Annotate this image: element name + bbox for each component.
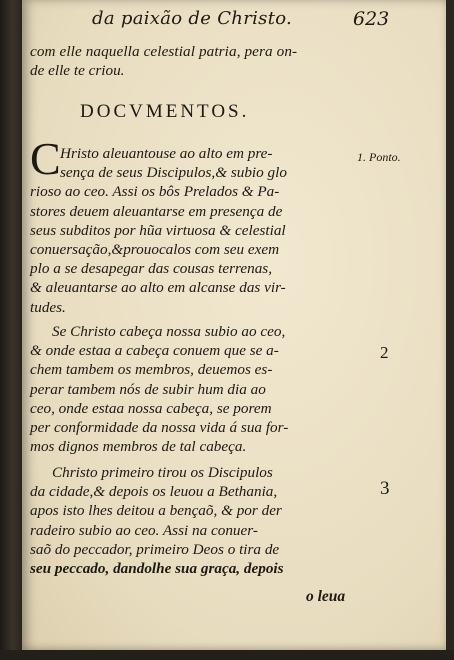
section-heading: DOCVMENTOS. <box>80 101 250 122</box>
text-line: de elle te criou. <box>30 62 125 80</box>
paragraph-2 <box>30 322 360 456</box>
text-line: ceo, onde estaa nossa cabeça, se porem <box>30 399 272 417</box>
text-line: seus subditos por hũa virtuosa & celestial <box>30 221 286 239</box>
text-line: da cidade,& depois os leuou a Bethania, <box>30 483 278 501</box>
text-line: sença de seus Discipulos,& subio glo <box>60 164 287 182</box>
text-line: com elle naquella celestial patria, pera on- <box>30 43 298 60</box>
text-line: tudes. <box>30 298 66 316</box>
paragraph-3 <box>30 463 360 578</box>
text-line: apos isto lhes deitou a bençaõ, & por der <box>30 502 282 520</box>
text-line: stores deuem aleuantarse em presença de <box>30 202 283 220</box>
text-line: mos dignos membros de tal cabeça. <box>30 438 247 456</box>
text-line: seu peccado, dandolhe sua graça, depois <box>30 560 284 578</box>
paragraph-1-body <box>30 182 360 316</box>
text-line: Hristo aleuantouse ao alto em pre- <box>60 145 273 162</box>
text-line: conuersação,&prouocalos com seu exem <box>30 241 280 258</box>
text-line: radeiro subio ao ceo. Assi na conuer- <box>30 521 258 539</box>
margin-note-point-1: 1. Ponto. <box>357 150 401 164</box>
text-line: per conformidade da nossa vida á sua for- <box>30 419 289 437</box>
margin-note-3: 3 <box>380 478 390 499</box>
page-bottom-shadow <box>0 650 454 660</box>
catchword: o leua <box>306 588 346 605</box>
text-line: perar tambem nós de subir hum dia ao <box>30 380 266 398</box>
text-line: saõ do peccador, primeiro Deos o tira de <box>30 540 280 558</box>
text-line: & onde estaa a cabeça conuem que se a- <box>30 342 279 360</box>
text-line: Christo primeiro tirou os Discipulos <box>52 464 273 481</box>
text-line: rioso ao ceo. Assi os bôs Prelados & Pa- <box>30 183 280 201</box>
paragraph-1-head <box>60 144 360 182</box>
page-number: 623 <box>353 8 390 30</box>
opening-text <box>30 42 360 80</box>
text-line: & aleuantarse ao alto em alcanse das vir- <box>30 279 286 297</box>
running-head-title: da paixão de Christo. <box>92 8 293 29</box>
text-line: chem tambem os membros, deuemos es- <box>30 361 273 379</box>
drop-capital: C <box>30 133 61 184</box>
text-line: Se Christo cabeça nossa subio ao ceo, <box>52 323 286 340</box>
margin-note-2: 2 <box>380 343 389 362</box>
text-line: plo a se desapegar das cousas terrenas, <box>30 260 272 278</box>
book-binding-edge <box>0 0 22 660</box>
